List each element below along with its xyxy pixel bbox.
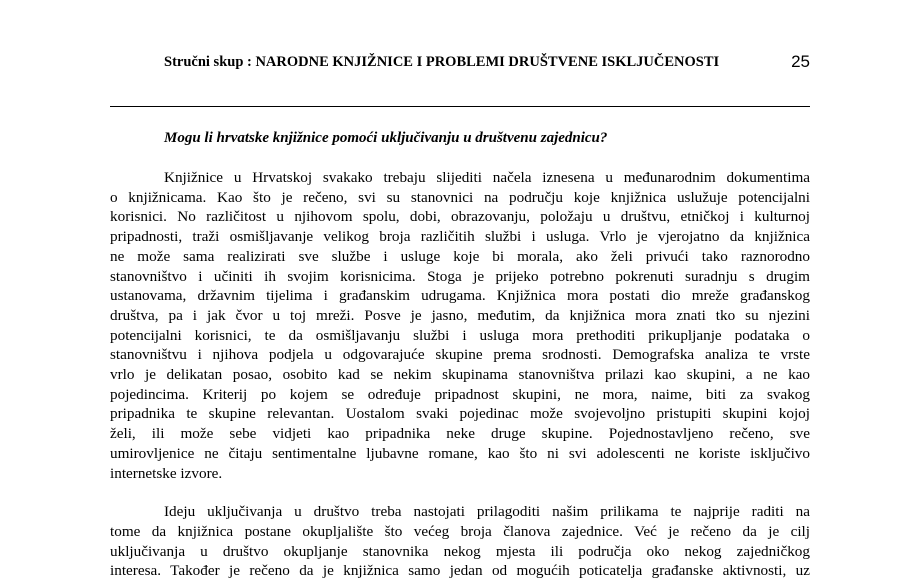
paragraph xyxy=(110,502,810,580)
paragraph xyxy=(110,168,810,483)
text-line: Ideju uključivanja u društvo treba nastojati prilagoditi našim prilikama te najprije raditi na xyxy=(164,503,810,521)
text-line: stanovništvu i njihova podjela u odgovarajuće skupine prema srodnosti. Demografska analiza te vrste xyxy=(110,346,810,364)
text-line: ne može sama realizirati sve službe i usluge koje bi morala, ako želi privući tako raznorodno xyxy=(110,247,810,265)
text-line: tome da knjižnica postane okupljalište što većeg broja članova zajednice. Već je rečeno da je cilj xyxy=(110,522,810,540)
running-title: Stručni skup : NARODNE KNJIŽNICE I PROBLEMI DRUŠTVENE ISKLJUČENOSTI xyxy=(164,54,720,70)
text-line: Knjižnice u Hrvatskoj svakako trebaju slijediti načela iznesena u međunarodnim dokumentima xyxy=(164,169,810,186)
section-heading: Mogu li hrvatske knjižnice pomoći uključivanju u društvenu zajednicu? xyxy=(164,130,608,146)
text-line: ustanovama, državnim tijelima i građanskim udrugama. Knjižnica mora postati dio mreže građanskog xyxy=(110,287,810,305)
text-line: interesa. Također je rečeno da je knjižnica samo jedan od mogućih poticatelja građanske aktivnosti, uz xyxy=(110,562,810,580)
text-line: uključivanja u društvo okupljanje stanovnika nekog mjesta ili područja oko nekog zajedničkog xyxy=(110,542,810,560)
text-line: pripadnosti, traži osmišljavanje velikog broja različitih službi i usluga. Vrlo je vjerojatno da knjižnica xyxy=(110,228,810,246)
text-line: vrlo je delikatan posao, osobito kad se nekim skupinama stanovništva prilazi kao skupini, a ne kao xyxy=(110,366,810,384)
text-line: korisnici. No različitost u njihovom spolu, dobi, obrazovanju, položaju u društvu, etničkoj i kulturnoj xyxy=(110,208,810,226)
running-header xyxy=(110,52,810,76)
text-line: potencijalni korisnici, te da osmišljavanju službi i usluga mora prethoditi prikupljanje podataka o xyxy=(110,326,810,344)
text-line: želi, ili može sebe vidjeti kao pripadnika neke druge skupine. Pojednostavljeno rečeno, sve xyxy=(110,425,810,443)
body-text xyxy=(110,128,810,580)
text-line: društva, pa i jak čvor u toj mreži. Posve je jasno, međutim, da knjižnica mora znati tko su njezini xyxy=(110,306,810,324)
text-line: stanovništvo i učiniti ih svojim korisnicima. Stoga je prijeko potrebno pokrenuti suradnju s drugim xyxy=(110,267,810,285)
text-line: umirovljenice ne čitaju sentimentalne ljubavne romane, kao što ni svi adolescenti ne koriste isključivo xyxy=(110,444,810,462)
text-line: pojedincima. Kriterij po kojem se određuje pripadnost skupini, ne mora, naime, biti za svakog xyxy=(110,385,810,403)
page-number: 25 xyxy=(791,52,810,71)
text-line: pripadnika te skupine relevantan. Uostalom svaki pojedinac može svojevoljno pristupiti skupini kojoj xyxy=(110,405,810,423)
header-divider xyxy=(110,106,810,107)
text-line: internetske izvore. xyxy=(110,464,223,482)
text-line: o knjižnicama. Kao što je rečeno, svi su stanovnici na području koje knjižnica uslužuje potencijalni xyxy=(110,188,810,206)
